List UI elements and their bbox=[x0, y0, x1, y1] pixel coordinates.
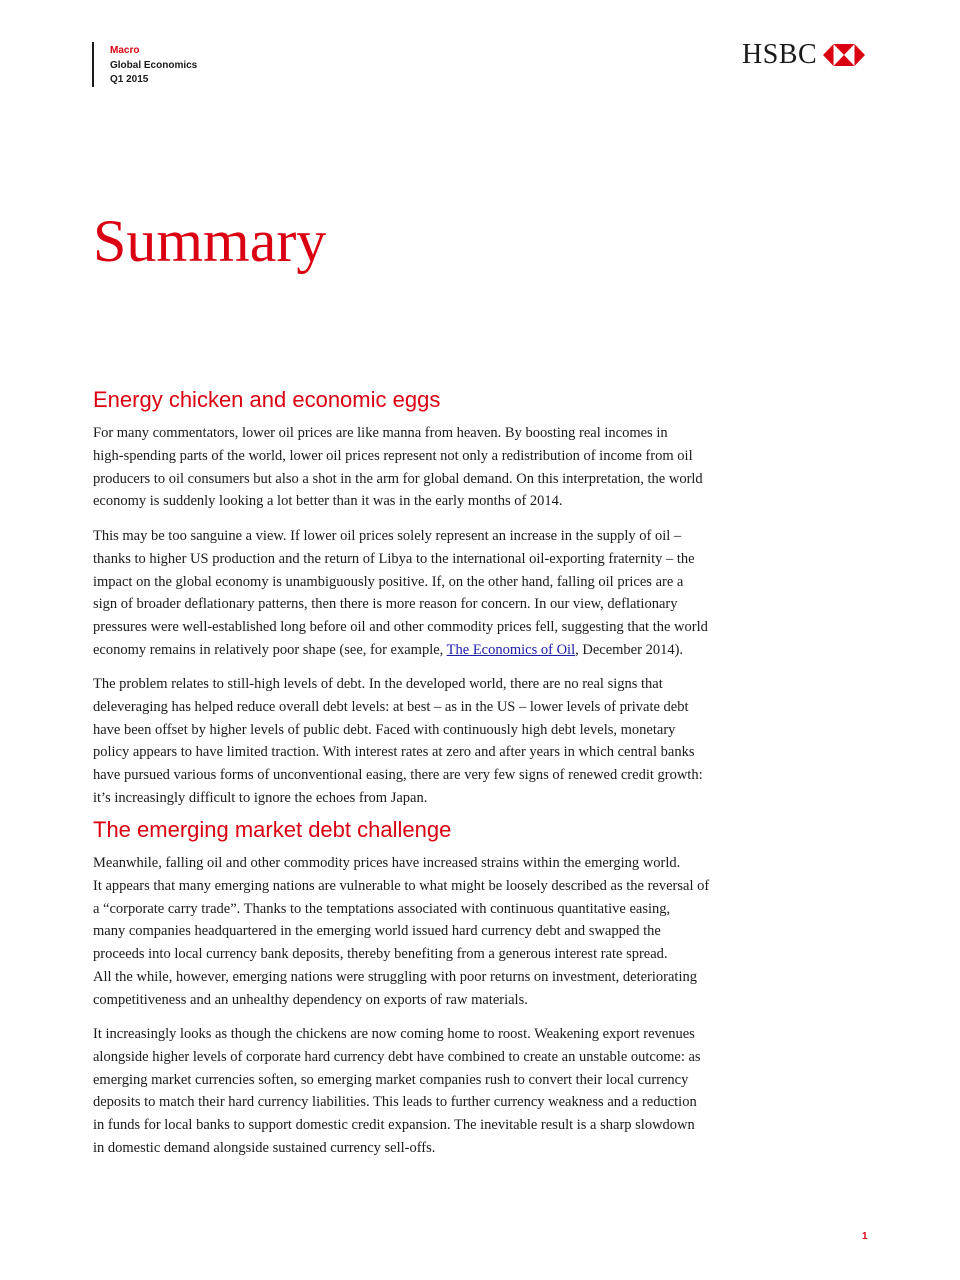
text-line: have been offset by higher levels of public debt. Faced with continuously high debt levels, monetary bbox=[93, 721, 676, 738]
text-line: emerging market currencies soften, so emerging market companies rush to convert their local currency bbox=[93, 1071, 689, 1088]
text-line: sign of broader deflationary patterns, then there is more reason for concern. In our view, deflationary bbox=[93, 596, 678, 613]
text-line: competitiveness and an unhealthy dependency on exports of raw materials. bbox=[93, 991, 528, 1008]
paragraph-energy-3 bbox=[93, 673, 753, 810]
text-line: policy appears to have limited traction. With interest rates at zero and after years in which central banks bbox=[93, 744, 695, 761]
text-line: All the while, however, emerging nations were struggling with poor returns on investment, deteriorating bbox=[93, 968, 697, 985]
text-line: in domestic demand alongside sustained currency sell-offs. bbox=[93, 1139, 436, 1156]
page-number: 1 bbox=[862, 1231, 868, 1242]
logo-text: HSBC bbox=[742, 39, 818, 70]
text-line: It appears that many emerging nations are vulnerable to what might be loosely described as the reversal of bbox=[93, 877, 710, 894]
economics-of-oil-link[interactable]: The Economics of Oil bbox=[446, 641, 576, 658]
header-divider bbox=[92, 42, 94, 87]
text-line: proceeds into local currency bank deposits, thereby benefiting from a generous interest rate spread. bbox=[93, 946, 668, 963]
paragraph-emerging-1 bbox=[93, 852, 753, 1012]
text-line: This may be too sanguine a view. If lower oil prices solely represent an increase in the supply of oil – bbox=[93, 528, 682, 544]
section-heading-energy: Energy chicken and economic eggs bbox=[93, 387, 441, 412]
text-line: alongside higher levels of corporate hard currency debt have combined to create an unstable outcome: as bbox=[93, 1048, 701, 1065]
text-line: deleveraging has helped reduce overall debt levels: at best – as in the US – lower levels of private debt bbox=[93, 698, 689, 715]
text-line: many companies headquartered in the emerging world issued hard currency debt and swapped the bbox=[93, 923, 661, 940]
paragraph-energy-2 bbox=[93, 525, 753, 662]
document-header bbox=[110, 44, 197, 88]
text-line: impact on the global economy is unambiguously positive. If, on the other hand, falling oil prices are a bbox=[93, 573, 684, 590]
text-line: For many commentators, lower oil prices are like manna from heaven. By boosting real incomes in bbox=[93, 425, 668, 441]
section-heading-emerging: The emerging market debt challenge bbox=[93, 817, 452, 842]
text-line: It increasingly looks as though the chickens are now coming home to roost. Weakening export revenues bbox=[93, 1026, 695, 1042]
text-line: have pursued various forms of unconventional easing, there are very few signs of renewed credit growth: bbox=[93, 767, 703, 784]
text-line: pressures were well-established long before oil and other commodity prices fell, suggesting that the world bbox=[93, 619, 708, 636]
text-line: in funds for local banks to support domestic credit expansion. The inevitable result is a sharp slowdown bbox=[93, 1117, 695, 1134]
text-line: The problem relates to still-high levels of debt. In the developed world, there are no real signs that bbox=[93, 676, 663, 692]
header-series: Global Economics bbox=[110, 59, 198, 71]
text-line: economy is suddenly looking a lot better than it was in the early months of 2014. bbox=[93, 493, 563, 510]
paragraph-energy-1 bbox=[93, 422, 753, 513]
text-line: deposits to match their hard currency liabilities. This leads to further currency weakness and a reduction bbox=[93, 1094, 697, 1111]
text-line: producers to oil consumers but also a shot in the arm for global demand. On this interpretation, the world bbox=[93, 470, 703, 487]
hexagon-logo-icon bbox=[823, 44, 865, 66]
header-section: Macro bbox=[110, 45, 140, 56]
text-line: it’s increasingly difficult to ignore the echoes from Japan. bbox=[93, 789, 428, 806]
hsbc-logo bbox=[742, 40, 865, 70]
text-line-with-link bbox=[93, 639, 753, 662]
paragraph-emerging-2 bbox=[93, 1023, 753, 1160]
header-period: Q1 2015 bbox=[110, 74, 149, 85]
text-line: Meanwhile, falling oil and other commodity prices have increased strains within the emerging world. bbox=[93, 855, 681, 871]
text-before-link: economy remains in relatively poor shape (see, for example, bbox=[93, 641, 447, 658]
text-line: a “corporate carry trade”. Thanks to the temptations associated with continuous quantitative easing, bbox=[93, 900, 671, 917]
text-after-link: , December 2014). bbox=[575, 641, 684, 658]
text-line: high-spending parts of the world, lower oil prices represent not only a redistribution of income from oil bbox=[93, 447, 693, 464]
text-line: thanks to higher US production and the return of Libya to the international oil-exporting fraternity – the bbox=[93, 550, 695, 567]
page-title: Summary bbox=[93, 208, 327, 274]
